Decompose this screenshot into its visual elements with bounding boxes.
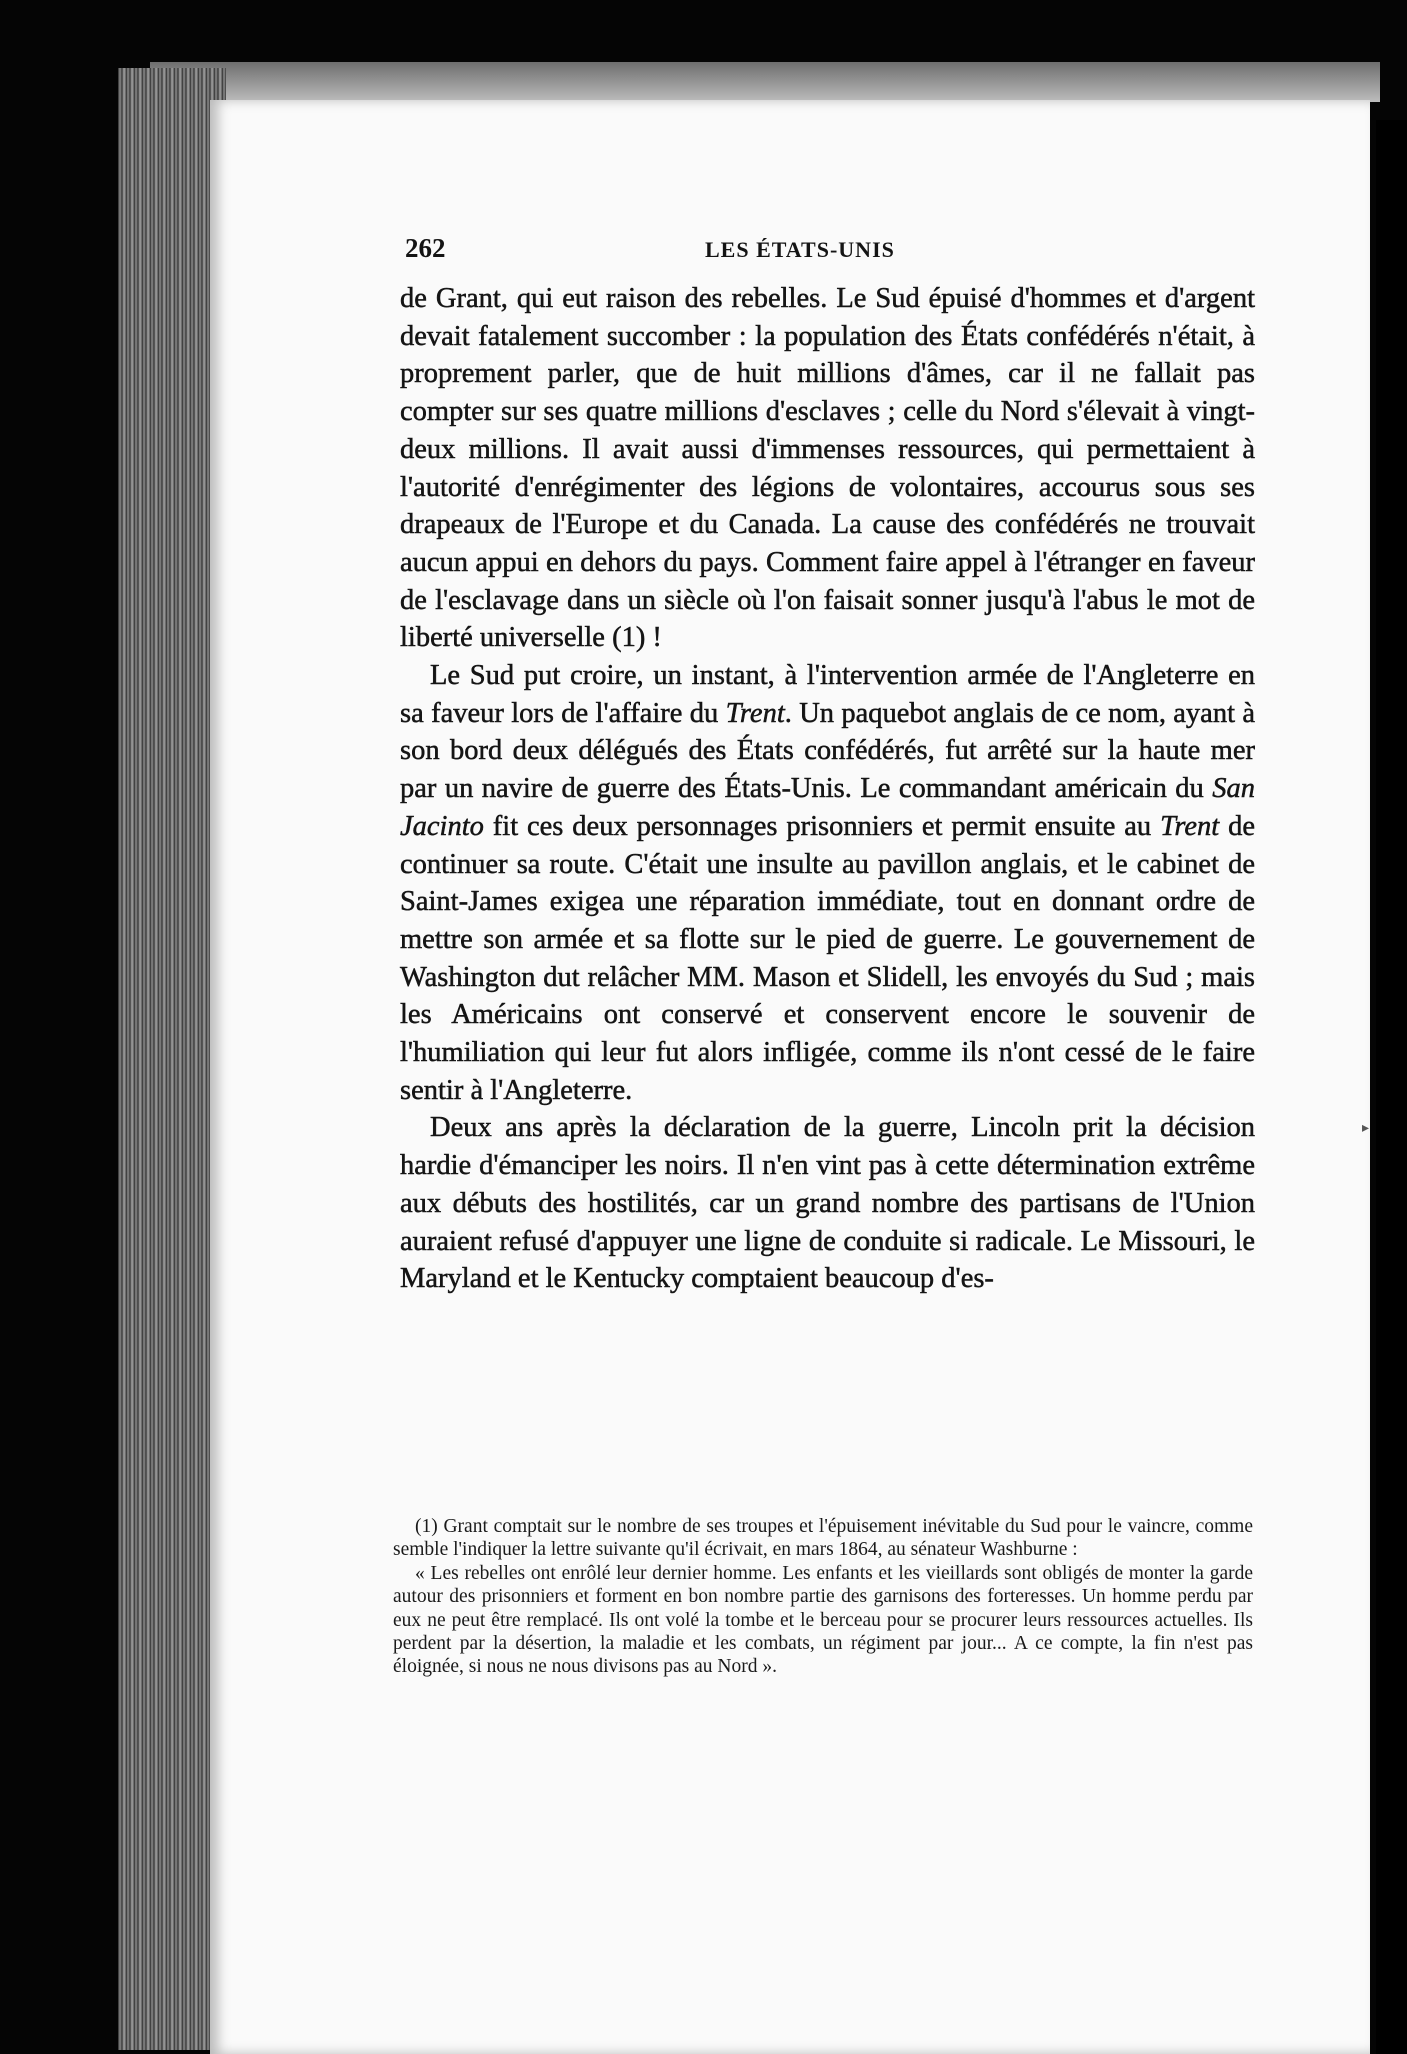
scan-mark: ▸ [1362, 1120, 1370, 1136]
right-border [1376, 120, 1407, 2054]
footnote-quote: « Les rebelles ont enrôlé leur dernier homme. Les enfants et les vieillards sont obligés de monter la garde autour des prisonniers et forment en bon nombre partie des garnisons des forteresses. Un homme perdu par eux ne peut être remplacé. Ils ont volé la tombe et le berceau pour se procurer leurs ressources actuelles. Ils perdent par la désertion, la maladie et les combats, un régiment par jour... A ce compte, la fin n'est pas éloignée, si nous ne nous divisons pas au Nord ». [393, 1562, 1253, 1678]
page-header [405, 233, 1250, 273]
paragraph-2 [400, 657, 1255, 1109]
ship-name-san-jacinto: San Jacinto [400, 773, 1255, 842]
paragraph-2-part-2: . Un paquebot anglais de ce nom, ayant à son bord deux délégués des États confédérés, fut arrêté sur la haute mer par un navire de guerre des États-Unis. Le commandant américain du [400, 697, 1255, 805]
ship-name-trent: Trent [725, 697, 785, 729]
running-title: LES ÉTATS-UNIS [705, 237, 895, 262]
paragraph-2-part-1: Le Sud put croire, un instant, à l'intervention armée de l'Angleterre en sa faveur lors de l'affaire du [400, 660, 1255, 729]
footnote-1: (1) Grant comptait sur le nombre de ses troupes et l'épuisement inévitable du Sud pour le vaincre, comme semble l'indiquer la lettre suivante qu'il écrivait, en mars 1864, au sénateur Washburne : [393, 1516, 1253, 1561]
paragraph-3: Deux ans après la déclaration de la guerre, Lincoln prit la décision hardie d'émanciper les noirs. Il n'en vint pas à cette détermination extrême aux débuts des hostilités, car un grand nombre des partisans de l'Union auraient refusé d'appuyer une ligne de conduite si radicale. Le Missouri, le Maryland et le Kentucky comptaient beaucoup d'es- [400, 1112, 1255, 1295]
paragraph-2-part-3: fit ces deux personnages prisonniers et permit ensuite au [483, 810, 1161, 842]
body-text [400, 280, 1255, 1298]
page-stack-top-edge [150, 62, 1380, 102]
footnotes [393, 1515, 1253, 1679]
ship-name-trent: Trent [1160, 810, 1220, 842]
page-number: 262 [405, 233, 446, 263]
paragraph-2-part-4: de continuer sa route. C'était une insulte au pavillon anglais, et le cabinet de Saint-James exigea une réparation immédiate, tout en donnant ordre de mettre son armée et sa flotte sur le pied de guerre. Le gouvernement de Washington dut relâcher MM. Mason et Slidell, les envoyés du Sud ; mais les Américains ont conservé et conservent encore le souvenir de l'humiliation qui leur fut alors infligée, comme ils n'ont cessé de le faire sentir à l'Angleterre. [400, 810, 1255, 1106]
paragraph-1: de Grant, qui eut raison des rebelles. Le Sud épuisé d'hommes et d'argent devait fatalement succomber : la population des États confédérés n'était, à proprement parler, que de huit millions d'âmes, car il ne fallait pas compter sur ses quatre millions d'esclaves ; celle du Nord s'élevait à vingt-deux millions. Il avait aussi d'immenses ressources, qui permettaient à l'autorité d'enrégimenter des légions de volontaires, accourus sous ses drapeaux de l'Europe et du Canada. La cause des confédérés ne trouvait aucun appui en dehors du pays. Comment faire appel à l'étranger en faveur de l'esclavage dans un siècle où l'on faisait sonner jusqu'à l'abus le mot de liberté universelle (1) ! [400, 283, 1255, 654]
